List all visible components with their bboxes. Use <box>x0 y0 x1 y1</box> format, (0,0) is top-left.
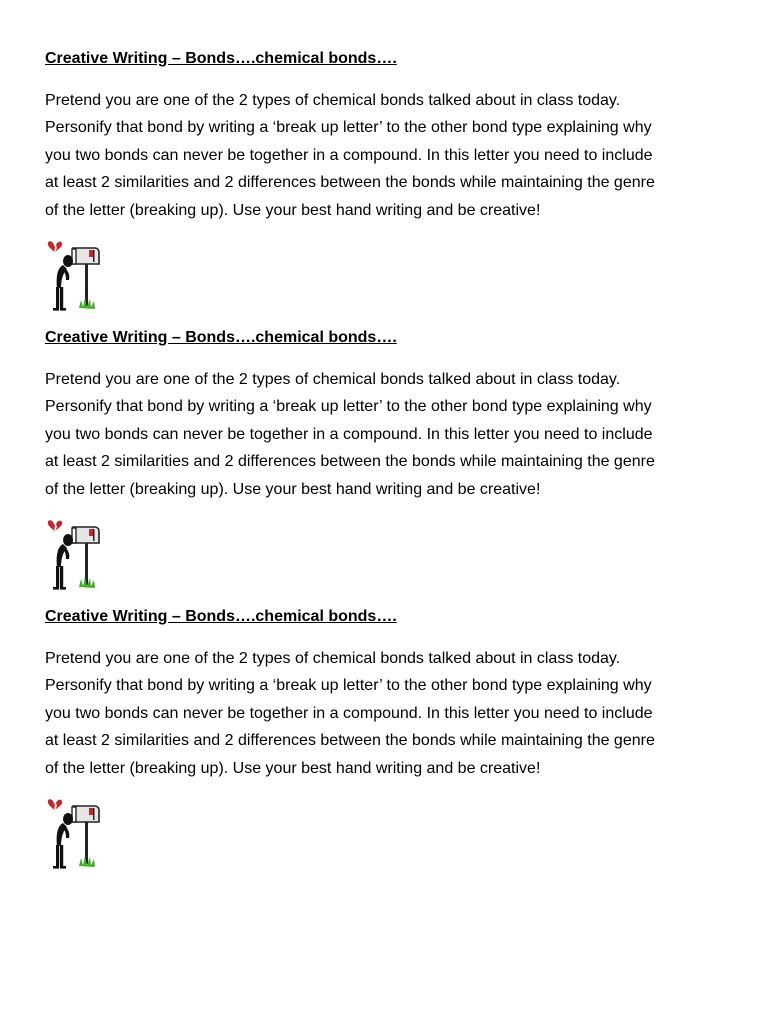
instructions-paragraph <box>45 87 735 224</box>
broken-heart-icon <box>48 520 62 531</box>
section-heading: Creative Writing – Bonds….chemical bonds…. <box>45 608 397 625</box>
paragraph-line: of the letter (breaking up). Use your best hand writing and be creative! <box>45 759 541 777</box>
section-heading: Creative Writing – Bonds….chemical bonds…. <box>45 329 397 346</box>
broken-heart-icon <box>48 799 62 810</box>
instructions-paragraph <box>45 645 735 782</box>
paragraph-line: you two bonds can never be together in a compound. In this letter you need to include <box>45 704 653 722</box>
paragraph-line: at least 2 similarities and 2 differences between the bonds while maintaining the genre <box>45 453 655 471</box>
paragraph-line: you two bonds can never be together in a compound. In this letter you need to include <box>45 146 653 164</box>
paragraph-line: of the letter (breaking up). Use your best hand writing and be creative! <box>45 480 541 498</box>
broken-heart-icon <box>48 241 62 252</box>
paragraph-line: Pretend you are one of the 2 types of chemical bonds talked about in class today. <box>45 92 621 109</box>
paragraph-line: at least 2 similarities and 2 differences between the bonds while maintaining the genre <box>45 174 655 192</box>
broken-heart-mailbox-icon <box>45 240 105 314</box>
paragraph-line: Personify that bond by writing a ‘break up letter’ to the other bond type explaining why <box>45 677 652 695</box>
paragraph-line: Pretend you are one of the 2 types of chemical bonds talked about in class today. <box>45 371 621 388</box>
instructions-paragraph <box>45 366 735 503</box>
assignment-section-1 <box>45 48 735 314</box>
broken-heart-mailbox-icon <box>45 519 105 593</box>
paragraph-line: you two bonds can never be together in a compound. In this letter you need to include <box>45 425 653 443</box>
assignment-section-2 <box>45 327 735 593</box>
paragraph-line: at least 2 similarities and 2 differences between the bonds while maintaining the genre <box>45 732 655 750</box>
section-heading: Creative Writing – Bonds….chemical bonds…. <box>45 50 397 67</box>
assignment-section-3 <box>45 606 735 872</box>
paragraph-line: Personify that bond by writing a ‘break up letter’ to the other bond type explaining why <box>45 398 652 416</box>
paragraph-line: of the letter (breaking up). Use your best hand writing and be creative! <box>45 201 541 219</box>
paragraph-line: Pretend you are one of the 2 types of chemical bonds talked about in class today. <box>45 650 621 667</box>
paragraph-line: Personify that bond by writing a ‘break up letter’ to the other bond type explaining why <box>45 119 652 137</box>
broken-heart-mailbox-icon <box>45 798 105 872</box>
